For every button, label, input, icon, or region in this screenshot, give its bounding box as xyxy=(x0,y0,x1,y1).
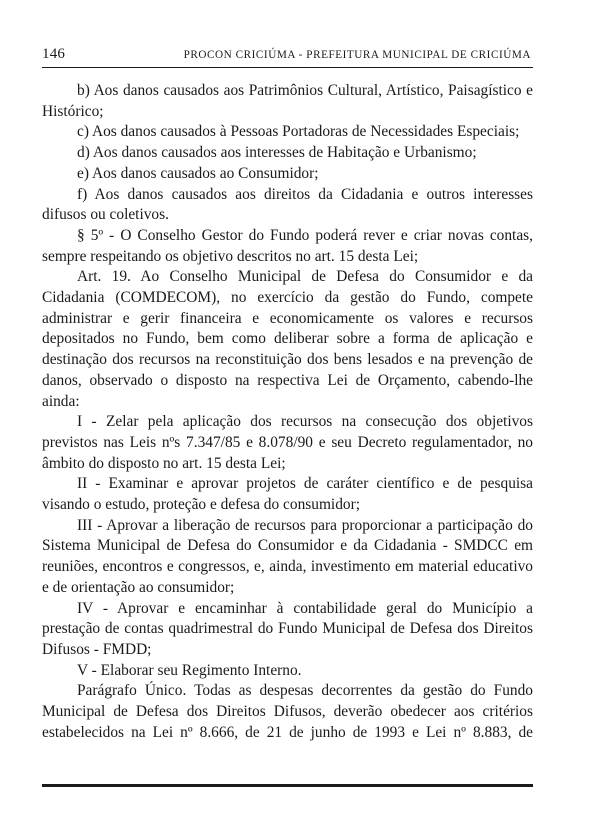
paragraph-item-iv: IV - Aprovar e encaminhar à contabilidade geral do Município a prestação de contas quadrimestral do Fundo Municipal de Defesa dos Direitos Difusos - FMDD; xyxy=(42,599,533,658)
body-text xyxy=(42,81,533,744)
paragraph-article-19: Art. 19. Ao Conselho Municipal de Defesa do Consumidor e da Cidadania (COMDECOM), no exercício da gestão do Fundo, compete administrar e gerir financeira e economicamente os valores e recursos depositados no Fundo, bem como deliberar sobre a forma de aplicação e destinação dos recursos na reconstituição dos bens lesados e na prevenção de danos, observado o disposto na respectiva Lei de Orçamento, cabendo-lhe ainda: xyxy=(42,268,533,410)
page-header xyxy=(42,46,533,66)
paragraph-item-d: d) Aos danos causados aos interesses de Habitação e Urbanismo; xyxy=(77,144,477,162)
running-head: PROCON CRICIÚMA - PREFEITURA MUNICIPAL DE CRICIÚMA xyxy=(183,49,531,61)
page-number: 146 xyxy=(42,46,66,62)
paragraph-sole-paragraph: Parágrafo Único. Todas as despesas decorrentes da gestão do Fundo Municipal de Defesa dos Direitos Difusos, deverão obedecer aos critérios estabelecidos na Lei nº 8.666, de 21 de junho de 1993 e Lei nº 8.883, de xyxy=(42,682,533,741)
paragraph-item-v: V - Elaborar seu Regimento Interno. xyxy=(77,661,302,679)
paragraph-item-c: c) Aos danos causados à Pessoas Portadoras de Necessidades Especiais; xyxy=(77,123,520,141)
paragraph-item-i: I - Zelar pela aplicação dos recursos na consecução dos objetivos previstos nas Leis nºs 7.347/85 e 8.078/90 e seu Decreto regulamentador, no âmbito do disposto no art. 15 desta Lei; xyxy=(42,413,533,472)
paragraph-item-b: b) Aos danos causados aos Patrimônios Cultural, Artístico, Paisagístico e Histórico; xyxy=(42,82,533,120)
footer-rule xyxy=(42,784,533,787)
document-page xyxy=(42,0,533,827)
paragraph-section-5: § 5º - O Conselho Gestor do Fundo poderá rever e criar novas contas, sempre respeitando os objetivo descritos no art. 15 desta Lei; xyxy=(42,226,533,265)
paragraph-item-iii: III - Aprovar a liberação de recursos para proporcionar a participação do Sistema Municipal de Defesa do Consumidor e da Cidadania - SMDCC em reuniões, encontros e congressos, e, ainda, investimento em material educativo e de orientação ao consumidor; xyxy=(42,516,533,596)
paragraph-item-ii: II - Examinar e aprovar projetos de caráter científico e de pesquisa visando o estudo, proteção e defesa do consumidor; xyxy=(42,475,533,514)
paragraph-item-f: f) Aos danos causados aos direitos da Cidadania e outros interesses difusos ou coletivos. xyxy=(42,185,533,224)
header-rule xyxy=(42,67,533,68)
paragraph-item-e: e) Aos danos causados ao Consumidor; xyxy=(77,164,319,182)
